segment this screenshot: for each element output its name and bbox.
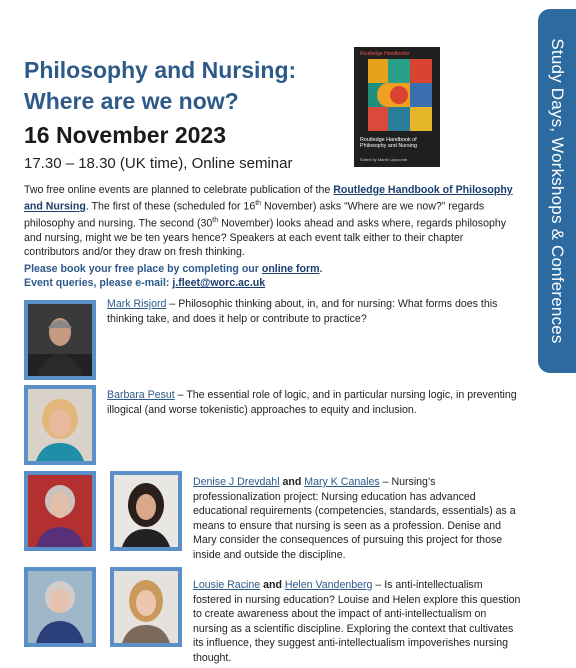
speaker-description: – Is anti-intellectualism fostered in nursing education? Louise and Helen explore this question to create awareness about the impact of anti-intellectualism on nursing as a scientific discipline. Exploring the context that cultivates its influence, they suggest anti-intellectualism impoverishes nursing thought. xyxy=(193,579,521,664)
online-form-link[interactable]: online form xyxy=(261,263,320,275)
intro-paragraph xyxy=(24,183,520,259)
speaker-photo-barbara xyxy=(24,385,96,465)
booking-info xyxy=(24,262,322,290)
speaker-name-link[interactable]: Barbara Pesut xyxy=(107,389,175,401)
speaker-name-link[interactable]: Denise J Drevdahl xyxy=(193,476,280,488)
booking-end: . xyxy=(319,263,323,275)
intro-text-2: . The first of these (scheduled for 16 xyxy=(85,200,256,213)
book-link[interactable]: Routledge Handbook of Philosophy and Nursing xyxy=(24,184,513,213)
section-tab-label: Study Days, Workshops & Conferences xyxy=(548,38,567,344)
intro-sup-1: th xyxy=(255,200,262,208)
queries-text: Event queries, please e-mail: xyxy=(24,277,173,290)
speaker-photo-mary xyxy=(110,471,182,551)
intro-text-1: Two free online events are planned to celebrate publication of the xyxy=(24,184,334,196)
speaker-entry-4 xyxy=(193,578,521,665)
speaker-name-link[interactable]: Mark Risjord xyxy=(107,298,167,310)
speaker-name-link[interactable]: Lousie Racine xyxy=(193,579,261,591)
speaker-entry-2 xyxy=(107,388,522,417)
speaker-conjunction: and xyxy=(260,579,285,591)
speaker-description: – Nursing’s professionalization project: Nursing education has advanced educational requirements (competencies, standards, essentials) as a means to ensure that nursing is seen as a profession. Denise and Mary consider the consequences of pursuing this project for those inside and outside the discipline. xyxy=(193,476,516,561)
cover-editor: Edited by Martin Lipscomb xyxy=(360,157,408,162)
speaker-photo-mark xyxy=(24,300,96,380)
speaker-photo-helen xyxy=(110,567,182,647)
cover-publisher: Routledge Handbooks xyxy=(360,51,410,57)
speaker-description: – Philosophic thinking about, in, and for nursing: What forms does this thinking take, and does it help or contribute to practice? xyxy=(107,298,498,325)
cover-title: Routledge Handbook of Philosophy and Nursing xyxy=(360,137,417,150)
title-line-1: Philosophy and Nursing: xyxy=(24,57,297,83)
email-link[interactable]: j.fleet@worc.ac.uk xyxy=(172,277,266,290)
speaker-description: – The essential role of logic, and in particular nursing logic, in preventing illogical (and worse tokenistic) approaches to equity and inclusion. xyxy=(107,389,517,416)
booking-text: Please book your free place by completing our xyxy=(24,263,262,275)
speaker-photo-denise xyxy=(24,471,96,551)
intro-text-4: November) looks ahead and asks where, regards philosophy and nursing, might we be ten years hence? Speakers at each event talk either to their chapter contributors and/or they draw on fresh thinking. xyxy=(24,217,507,258)
section-tab xyxy=(538,9,576,373)
intro-text-3: November) asks “Where are we now?” regards philosophy and nursing. The second (30 xyxy=(24,200,485,230)
speaker-photo-louise xyxy=(24,567,96,647)
speaker-conjunction: and xyxy=(279,476,305,488)
intro-sup-2: th xyxy=(212,216,219,224)
speaker-name-link-2[interactable]: Helen Vandenberg xyxy=(284,579,373,591)
speaker-entry-3 xyxy=(193,475,521,562)
speaker-name-link-2[interactable]: Mary K Canales xyxy=(304,476,380,488)
booking-line xyxy=(24,262,322,276)
event-date: 16 November 2023 xyxy=(24,122,227,148)
title-line-2: Where are we now? xyxy=(24,88,239,114)
book-cover-image xyxy=(354,47,440,167)
speaker-entry-1 xyxy=(107,297,522,326)
event-time: 17.30 – 18.30 (UK time), Online seminar xyxy=(24,155,293,172)
queries-line xyxy=(24,276,322,290)
event-title xyxy=(24,55,296,117)
